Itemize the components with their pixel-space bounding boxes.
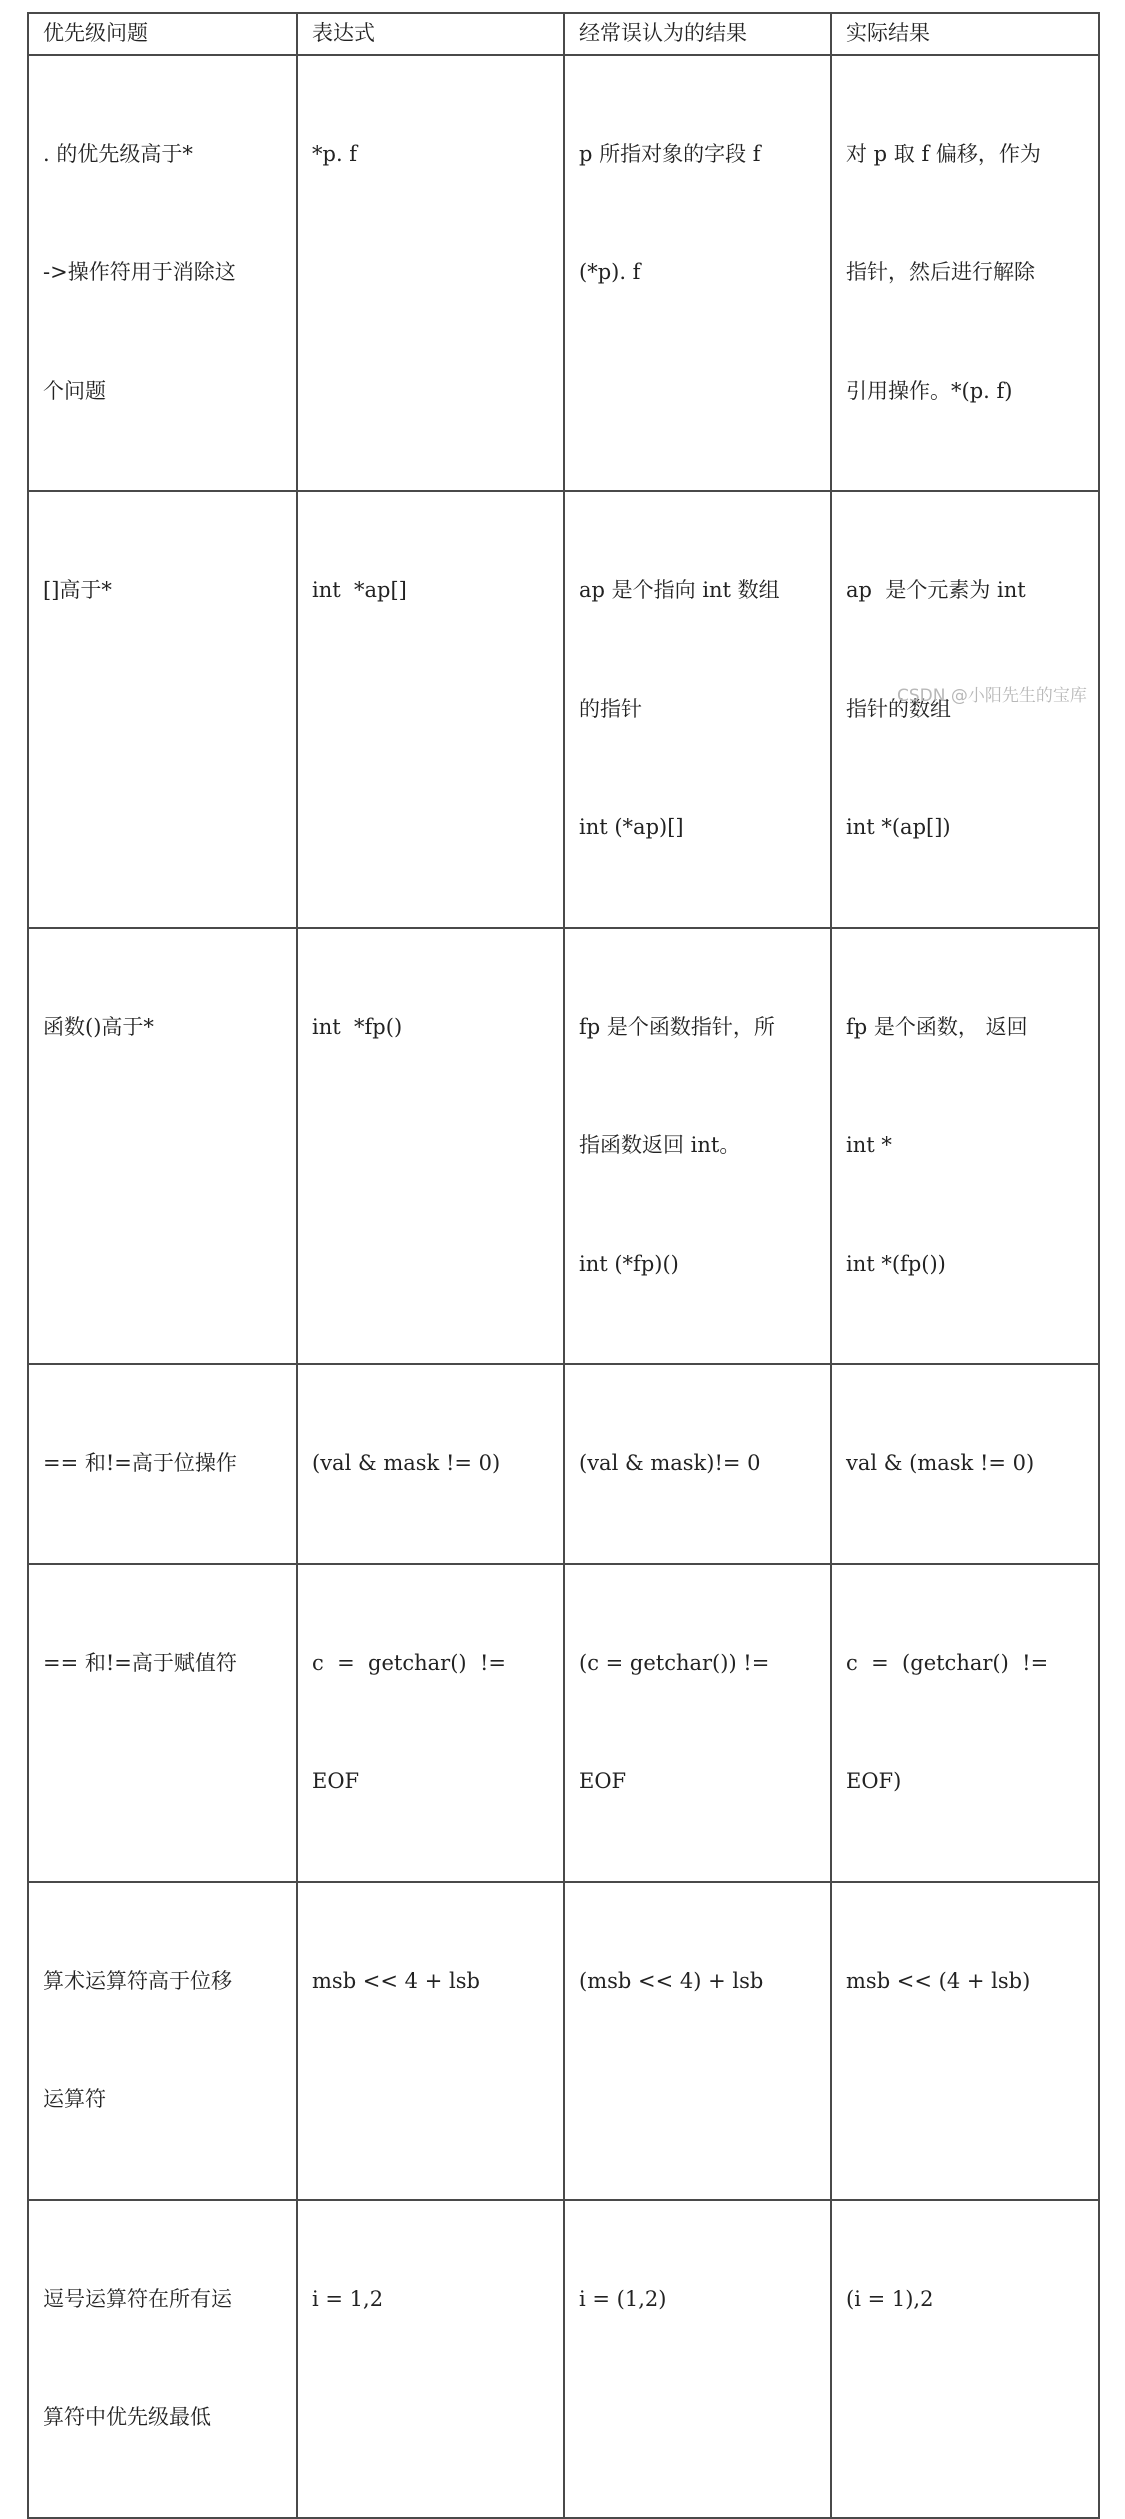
cell-issue bbox=[28, 1364, 297, 1564]
cell-line: 函数()高于* bbox=[43, 1014, 154, 1039]
cell-line: int *fp() bbox=[312, 1014, 403, 1039]
cell-line: (*p). f bbox=[579, 260, 641, 284]
cell-line: EOF bbox=[312, 1769, 360, 1793]
cell-mistaken bbox=[564, 1882, 831, 2200]
header-mistaken: 经常误认为的结果 bbox=[564, 13, 831, 55]
cell-line: int *(ap[]) bbox=[846, 815, 951, 839]
cell-line: int (*fp)() bbox=[579, 1251, 679, 1276]
cell-line: 指函数返回 int。 bbox=[579, 1133, 741, 1157]
cell-issue bbox=[28, 1882, 297, 2200]
cell-expression bbox=[297, 928, 564, 1365]
cell-actual bbox=[831, 55, 1099, 492]
cell-mistaken bbox=[564, 55, 831, 492]
table-row bbox=[28, 2200, 1099, 2518]
cell-issue bbox=[28, 2200, 297, 2518]
cell-line: EOF) bbox=[846, 1769, 902, 1793]
cell-line: int * bbox=[846, 1133, 892, 1157]
table-row bbox=[28, 491, 1099, 928]
cell-line: int *ap[] bbox=[312, 578, 407, 602]
cell-line: *p. f bbox=[312, 141, 358, 166]
cell-expression bbox=[297, 2200, 564, 2518]
cell-actual bbox=[831, 1882, 1099, 2200]
table-row bbox=[28, 1564, 1099, 1882]
cell-actual bbox=[831, 928, 1099, 1365]
cell-line: 对 p 取 f 偏移，作为 bbox=[846, 141, 1041, 166]
cell-actual bbox=[831, 1364, 1099, 1564]
cell-mistaken bbox=[564, 2200, 831, 2518]
table-row bbox=[28, 928, 1099, 1365]
header-issue: 优先级问题 bbox=[28, 13, 297, 55]
cell-mistaken bbox=[564, 491, 831, 928]
cell-line: 运算符 bbox=[43, 2087, 106, 2111]
cell-line: 算术运算符高于位移 bbox=[43, 1968, 232, 1993]
table-header-row bbox=[28, 13, 1099, 55]
cell-line: fp 是个函数， 返回 bbox=[846, 1014, 1028, 1039]
cell-line: 引用操作。*(p. f) bbox=[846, 378, 1013, 403]
cell-actual bbox=[831, 1564, 1099, 1882]
cell-line: 个问题 bbox=[43, 378, 106, 403]
cell-expression bbox=[297, 1882, 564, 2200]
table-row bbox=[28, 1882, 1099, 2200]
cell-line: 的指针 bbox=[579, 696, 642, 721]
operator-precedence-table bbox=[27, 12, 1100, 2519]
cell-issue bbox=[28, 928, 297, 1365]
cell-line: i = (1,2) bbox=[579, 2286, 667, 2311]
cell-line: val & (mask != 0) bbox=[846, 1451, 1035, 1475]
cell-line: . 的优先级高于* bbox=[43, 141, 193, 166]
cell-line: msb << 4 + lsb bbox=[312, 1968, 480, 1993]
cell-expression bbox=[297, 1564, 564, 1882]
cell-actual bbox=[831, 491, 1099, 928]
table-row bbox=[28, 55, 1099, 492]
cell-issue bbox=[28, 491, 297, 928]
cell-issue bbox=[28, 1564, 297, 1882]
cell-line: (msb << 4) + lsb bbox=[579, 1968, 764, 1993]
cell-line: (i = 1),2 bbox=[846, 2286, 934, 2311]
cell-line: int (*ap)[] bbox=[579, 815, 684, 839]
cell-line: (val & mask != 0) bbox=[312, 1451, 501, 1475]
cell-line: c = getchar() != bbox=[312, 1650, 506, 1675]
cell-expression bbox=[297, 1364, 564, 1564]
watermark: CSDN @小阳先生的宝库 bbox=[897, 686, 1087, 706]
cell-line: EOF bbox=[579, 1769, 627, 1793]
cell-mistaken bbox=[564, 1364, 831, 1564]
cell-line: 指针，然后进行解除 bbox=[846, 260, 1035, 284]
cell-line: int *(fp()) bbox=[846, 1251, 946, 1276]
cell-line: (c = getchar()) != bbox=[579, 1650, 770, 1675]
cell-line: ap 是个元素为 int bbox=[846, 578, 1026, 602]
cell-line: (val & mask)!= 0 bbox=[579, 1451, 761, 1475]
cell-mistaken bbox=[564, 928, 831, 1365]
cell-expression bbox=[297, 55, 564, 492]
cell-mistaken bbox=[564, 1564, 831, 1882]
cell-line: 指针的数组 bbox=[846, 696, 951, 721]
header-actual: 实际结果 bbox=[831, 13, 1099, 55]
cell-line: ap 是个指向 int 数组 bbox=[579, 578, 780, 602]
cell-line: i = 1,2 bbox=[312, 2286, 384, 2311]
cell-line: 逗号运算符在所有运 bbox=[43, 2286, 232, 2311]
cell-expression bbox=[297, 491, 564, 928]
cell-line: == 和!=高于位操作 bbox=[43, 1451, 237, 1475]
cell-line: c = (getchar() != bbox=[846, 1650, 1049, 1675]
header-expression: 表达式 bbox=[297, 13, 564, 55]
cell-line: p 所指对象的字段 f bbox=[579, 141, 761, 166]
cell-line: []高于* bbox=[43, 578, 112, 602]
cell-line: == 和!=高于赋值符 bbox=[43, 1650, 237, 1675]
cell-issue bbox=[28, 55, 297, 492]
cell-line: msb << (4 + lsb) bbox=[846, 1968, 1031, 1993]
cell-line: 算符中优先级最低 bbox=[43, 2405, 211, 2429]
cell-line: ->操作符用于消除这 bbox=[43, 260, 236, 284]
cell-actual bbox=[831, 2200, 1099, 2518]
table-row bbox=[28, 1364, 1099, 1564]
cell-line: fp 是个函数指针，所 bbox=[579, 1014, 775, 1039]
